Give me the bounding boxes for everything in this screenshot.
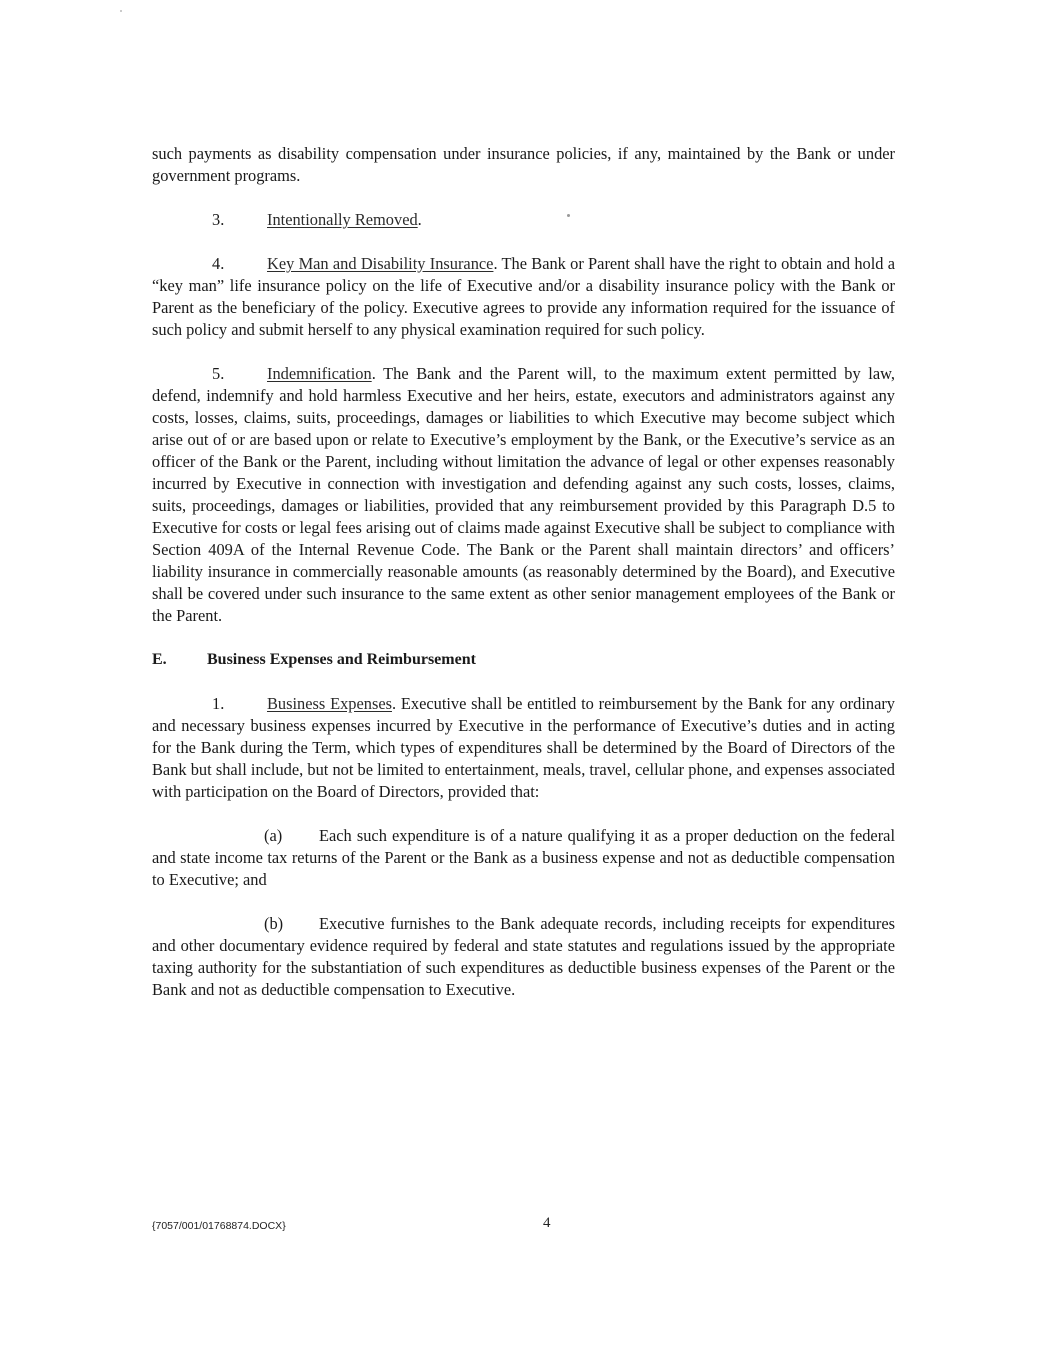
section-heading-title: Business Expenses and Reimbursement <box>207 651 476 668</box>
section-title: Key Man and Disability Insurance <box>267 254 494 273</box>
section-letter: E. <box>152 651 167 668</box>
subsection-b <box>152 913 895 1001</box>
continuation-paragraph: such payments as disability compensation under insurance policies, if any, maintained by the Bank or under government programs. <box>152 144 895 185</box>
section-number: 1. <box>212 694 225 713</box>
section-5 <box>152 363 895 627</box>
section-title: Business Expenses <box>267 694 392 713</box>
section-number: 5. <box>212 364 225 383</box>
subsection-body: Executive furnishes to the Bank adequate records, including receipts for expenditures and other documentary evidence required by federal and state statutes and regulations issued by the appropriate taxing authority for the substantiation of such expenditures as deductible business expenses of the Parent or the Bank and not as deductible compensation to Executive. <box>152 914 895 999</box>
subsection-a <box>152 825 895 891</box>
section-title: Indemnification <box>267 364 372 383</box>
scan-artifact <box>120 10 122 12</box>
section-number: 4. <box>212 254 225 273</box>
subsection-number: (b) <box>264 914 284 933</box>
section-body: . Executive shall be entitled to reimbursement by the Bank for any ordinary and necessary business expenses incurred by Executive in the performance of Executive’s duties and in acting for the Bank during the Term, which types of expenditures shall be determined by the Board of Directors of the Bank but shall include, but not be limited to entertainment, meals, travel, cellular phone, and expenses associated with participation on the Board of Directors, provided that: <box>152 694 895 801</box>
section-body: . The Bank or Parent shall have the right to obtain and hold a “key man” life insurance policy on the life of Executive and/or a disability insurance policy with the Bank or Parent as the beneficiary of the policy. Executive agrees to provide any information required for the issuance of such policy and submit herself to any physical examination required for such policy. <box>152 254 896 339</box>
page-number: 4 <box>543 1215 551 1231</box>
section-3 <box>152 209 895 231</box>
document-body <box>152 143 895 1001</box>
section-4 <box>152 253 895 341</box>
section-body: . The Bank and the Parent will, to the maximum extent permitted by law, defend, indemnify and hold harmless Executive and her heirs, estate, executors and administrators against any costs, losses, claims, suits, proceedings, damages or liabilities to which Executive may become subject which arise out of or are based upon or relate to Executive’s employment by the Bank, or the Executive’s service as an officer of the Bank or the Parent, including without limitation the advance of legal or other expenses reasonably incurred by Executive in connection with investigation and defending against any such costs, losses, claims, suits, proceedings, damages or liabilities, provided that any reimbursement provided by this Paragraph D.5 to Executive for costs or legal fees arising out of claims made against Executive shall be subject to compliance with Section 409A of the Internal Revenue Code. The Bank or the Parent shall maintain directors’ and officers’ liability insurance in commercially reasonable amounts (as reasonably determined by the Board), and Executive shall be covered under such insurance to the same extent as other senior management employees of the Bank or the Parent. <box>152 364 895 625</box>
subsection-body: Each such expenditure is of a nature qualifying it as a proper deduction on the federal and state income tax returns of the Parent or the Bank as a business expense and not as deductible compensation to Executive; and <box>152 826 895 889</box>
document-id: {7057/001/01768874.DOCX} <box>152 1220 286 1232</box>
section-e1 <box>152 693 895 803</box>
section-title-tail: . <box>417 210 422 229</box>
section-number: 3. <box>212 210 225 229</box>
subsection-number: (a) <box>264 826 283 845</box>
section-e-heading <box>152 649 895 671</box>
section-title: Intentionally Removed <box>267 210 418 229</box>
